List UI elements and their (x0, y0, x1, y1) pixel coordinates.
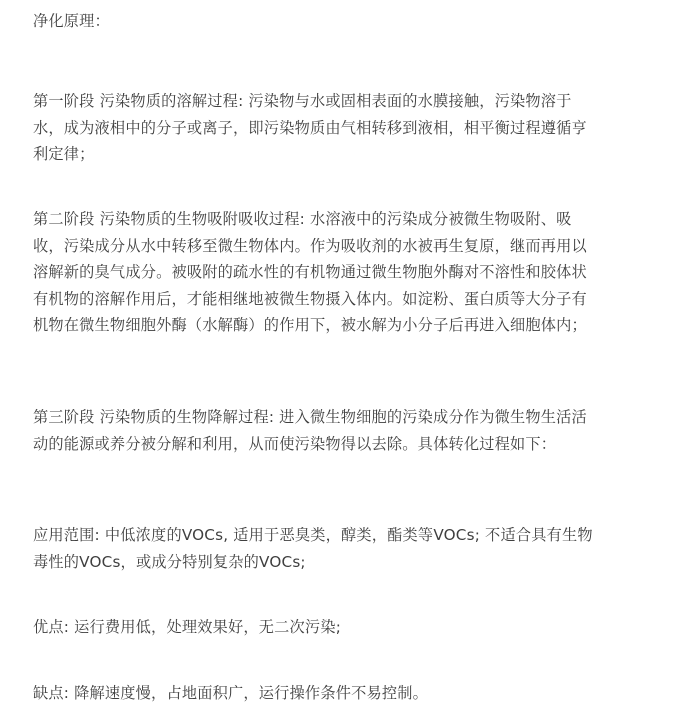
paragraph-line: 机物在微生物细胞外酶（水解酶）的作用下，被水解为小分子后再进入细胞体内； (33, 316, 587, 334)
paragraph-line: 第三阶段 污染物质的生物降解过程: 进入微生物细胞的污染成分作为微生物生活活 (33, 408, 587, 426)
stage-three-paragraph (33, 404, 665, 457)
stage-one-paragraph (33, 88, 665, 168)
application-scope-paragraph (33, 522, 665, 575)
paragraph-line: 收，污染成分从水中转移至微生物体内。作为吸收剂的水被再生复原，继而再用以 (33, 236, 587, 255)
paragraph-line: 第一阶段 污染物质的溶解过程: 污染物与水或固相表面的水膜接触，污染物溶于 (33, 92, 572, 110)
paragraph-line: 利定律； (33, 145, 95, 163)
paragraph-line: 优点: 运行费用低，处理效果好，无二次污染; (33, 618, 342, 636)
stage-two-paragraph (33, 206, 665, 339)
paragraph-line: 动的能源或养分被分解和利用，从而使污染物得以去除。具体转化过程如下： (33, 434, 557, 453)
paragraph-line: 有机物的溶解作用后，才能相继地被微生物摄入体内。如淀粉、蛋白质等大分子有 (33, 289, 587, 308)
paragraph-line: 水，成为液相中的分子或离子，即污染物质由气相转移到液相，相平衡过程遵循亨 (33, 118, 587, 137)
advantages-paragraph (33, 614, 665, 641)
paragraph-line: 第二阶段 污染物质的生物吸附吸收过程: 水溶液中的污染成分被微生物吸附、吸 (33, 210, 572, 228)
paragraph-line: 应用范围: 中低浓度的VOCs, 适用于恶臭类，醇类，酯类等VOCs; 不适合具有生物 (33, 526, 593, 544)
paragraph-line: 溶解新的臭气成分。被吸附的疏水性的有机物通过微生物胞外酶对不溶性和胶体状 (33, 263, 587, 281)
heading-text: 净化原理： (33, 12, 110, 30)
disadvantages-paragraph (33, 680, 665, 707)
section-heading (33, 8, 665, 35)
paragraph-line: 缺点: 降解速度慢，占地面积广，运行操作条件不易控制。 (33, 684, 429, 702)
paragraph-line: 毒性的VOCs，或成分特别复杂的VOCs; (33, 552, 306, 571)
